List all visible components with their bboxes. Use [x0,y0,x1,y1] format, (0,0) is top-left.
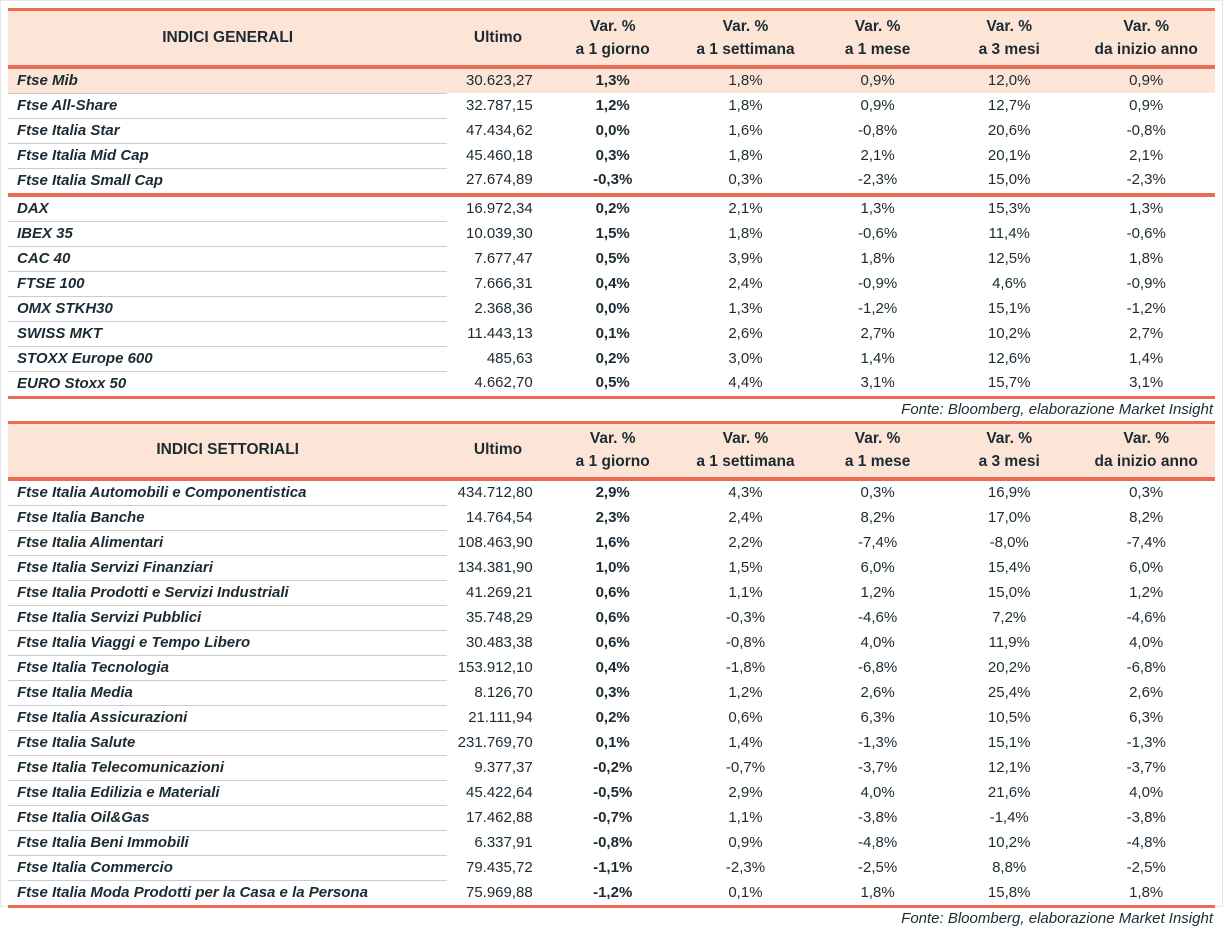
table-row [8,168,1215,193]
table-row [8,756,1215,781]
var-1m-cell: 1,8% [814,881,941,907]
table-row [8,656,1215,681]
var-1m-cell: 2,7% [814,321,941,346]
table-row [8,506,1215,531]
ultimo-value-cell: 6.337,91 [447,831,548,856]
period-label: a 1 settimana [677,450,815,473]
var-3m-cell: 4,6% [941,271,1077,296]
var-label: Var. % [814,427,941,450]
ultimo-value-cell: 108.463,90 [447,531,548,556]
indici-generali-section [8,8,1215,421]
var-1d-cell: 0,2% [549,346,677,371]
european-indices-group [8,197,1215,398]
ultimo-value-cell: 41.269,21 [447,581,548,606]
ultimo-value-cell: 434.712,80 [447,481,548,506]
var-3m-cell: 11,4% [941,221,1077,246]
var-label: Var. % [1077,427,1215,450]
table-row [8,631,1215,656]
table-row [8,69,1215,94]
var-label: Var. % [941,427,1077,450]
ultimo-value-cell: 4.662,70 [447,371,548,397]
index-name-cell: DAX [8,197,447,222]
period-label: a 1 mese [814,450,941,473]
var-1d-cell: -1,1% [549,856,677,881]
var-1m-cell: -4,8% [814,831,941,856]
sector-indices-group [8,481,1215,907]
var-1d-cell: 2,3% [549,506,677,531]
var-3m-cell: 12,0% [941,69,1077,94]
var-ytd-cell: 4,0% [1077,631,1215,656]
var-ytd-cell: -0,9% [1077,271,1215,296]
var-1m-cell: -1,2% [814,296,941,321]
ultimo-value-cell: 17.462,88 [447,806,548,831]
var-1w-cell: 1,8% [677,69,815,94]
var-1w-cell: 0,1% [677,881,815,907]
var-ytd-cell: -3,8% [1077,806,1215,831]
var-1w-cell: 2,9% [677,781,815,806]
var-1w-cell: 1,8% [677,221,815,246]
col-header-var-ytd [1077,10,1215,65]
var-1d-cell: 1,0% [549,556,677,581]
italian-indices-group [8,69,1215,193]
var-3m-cell: -8,0% [941,531,1077,556]
ultimo-value-cell: 134.381,90 [447,556,548,581]
ultimo-value-cell: 27.674,89 [447,168,548,193]
table-row [8,346,1215,371]
var-1d-cell: 0,0% [549,118,677,143]
table-row [8,197,1215,222]
var-ytd-cell: 1,8% [1077,881,1215,907]
var-1w-cell: -0,7% [677,756,815,781]
var-3m-cell: 20,1% [941,143,1077,168]
var-1m-cell: -2,5% [814,856,941,881]
var-3m-cell: 12,6% [941,346,1077,371]
var-label: Var. % [549,427,677,450]
var-1w-cell: 1,1% [677,806,815,831]
var-ytd-cell: 0,9% [1077,69,1215,94]
var-1d-cell: 0,6% [549,581,677,606]
var-1w-cell: -1,8% [677,656,815,681]
index-name-cell: Ftse Italia Prodotti e Servizi Industriali [8,581,447,606]
var-ytd-cell: 1,3% [1077,197,1215,222]
var-3m-cell: 15,0% [941,168,1077,193]
var-ytd-cell: -3,7% [1077,756,1215,781]
var-1d-cell: 0,1% [549,321,677,346]
period-label: da inizio anno [1077,38,1215,61]
var-label: Var. % [677,427,815,450]
index-name-cell: SWISS MKT [8,321,447,346]
var-ytd-cell: 6,3% [1077,706,1215,731]
var-label: Var. % [549,15,677,38]
var-ytd-cell: -0,8% [1077,118,1215,143]
var-ytd-cell: 0,9% [1077,93,1215,118]
table-row [8,681,1215,706]
var-3m-cell: 17,0% [941,506,1077,531]
var-1w-cell: 1,3% [677,296,815,321]
var-1m-cell: -1,3% [814,731,941,756]
table-row [8,556,1215,581]
var-1d-cell: -0,3% [549,168,677,193]
index-name-cell: FTSE 100 [8,271,447,296]
var-ytd-cell: -1,3% [1077,731,1215,756]
header-row [8,422,1215,477]
ultimo-value-cell: 9.377,37 [447,756,548,781]
var-1w-cell: 1,5% [677,556,815,581]
index-name-cell: Ftse Mib [8,69,447,94]
var-1d-cell: 0,5% [549,371,677,397]
var-3m-cell: 10,2% [941,321,1077,346]
var-1m-cell: -3,8% [814,806,941,831]
var-ytd-cell: -2,5% [1077,856,1215,881]
var-1w-cell: 0,3% [677,168,815,193]
var-1m-cell: 4,0% [814,781,941,806]
col-header-ultimo: Ultimo [447,422,548,477]
var-1w-cell: 1,1% [677,581,815,606]
var-3m-cell: 10,2% [941,831,1077,856]
var-1m-cell: 6,0% [814,556,941,581]
var-1m-cell: 0,9% [814,93,941,118]
table-title: INDICI GENERALI [8,10,447,65]
var-ytd-cell: 4,0% [1077,781,1215,806]
col-header-var-1w [677,10,815,65]
var-1d-cell: 1,5% [549,221,677,246]
var-1d-cell: 0,6% [549,606,677,631]
var-ytd-cell: -0,6% [1077,221,1215,246]
index-name-cell: Ftse Italia Servizi Pubblici [8,606,447,631]
var-1d-cell: 0,3% [549,681,677,706]
table-row [8,118,1215,143]
var-1w-cell: 2,4% [677,271,815,296]
var-1m-cell: -0,9% [814,271,941,296]
table-row [8,706,1215,731]
ultimo-value-cell: 32.787,15 [447,93,548,118]
index-name-cell: Ftse Italia Oil&Gas [8,806,447,831]
index-name-cell: Ftse Italia Viaggi e Tempo Libero [8,631,447,656]
var-1d-cell: 0,6% [549,631,677,656]
var-3m-cell: 12,1% [941,756,1077,781]
table-row [8,881,1215,907]
var-1m-cell: -4,6% [814,606,941,631]
period-label: a 1 giorno [549,450,677,473]
var-label: Var. % [941,15,1077,38]
var-1w-cell: -2,3% [677,856,815,881]
ultimo-value-cell: 10.039,30 [447,221,548,246]
var-ytd-cell: -4,6% [1077,606,1215,631]
var-1m-cell: -2,3% [814,168,941,193]
index-name-cell: Ftse Italia Commercio [8,856,447,881]
var-1m-cell: 8,2% [814,506,941,531]
var-1w-cell: 1,4% [677,731,815,756]
var-1w-cell: 3,0% [677,346,815,371]
index-name-cell: OMX STKH30 [8,296,447,321]
var-ytd-cell: 2,1% [1077,143,1215,168]
var-ytd-cell: 1,8% [1077,246,1215,271]
var-1w-cell: 0,6% [677,706,815,731]
index-name-cell: Ftse Italia Banche [8,506,447,531]
ultimo-value-cell: 8.126,70 [447,681,548,706]
var-3m-cell: 16,9% [941,481,1077,506]
index-name-cell: IBEX 35 [8,221,447,246]
var-ytd-cell: 1,4% [1077,346,1215,371]
var-1w-cell: 3,9% [677,246,815,271]
period-label: a 1 settimana [677,38,815,61]
var-1d-cell: 1,2% [549,93,677,118]
table-row [8,806,1215,831]
table-row [8,831,1215,856]
ultimo-value-cell: 11.443,13 [447,321,548,346]
var-ytd-cell: -6,8% [1077,656,1215,681]
var-1d-cell: 0,1% [549,731,677,756]
var-1m-cell: 0,3% [814,481,941,506]
col-header-var-1m [814,10,941,65]
var-3m-cell: 15,7% [941,371,1077,397]
var-1m-cell: 1,3% [814,197,941,222]
ultimo-value-cell: 30.483,38 [447,631,548,656]
ultimo-value-cell: 30.623,27 [447,69,548,94]
var-1m-cell: 2,6% [814,681,941,706]
table-row [8,581,1215,606]
var-1d-cell: -0,2% [549,756,677,781]
var-label: Var. % [677,15,815,38]
var-1w-cell: 2,4% [677,506,815,531]
table-row [8,481,1215,506]
var-ytd-cell: 8,2% [1077,506,1215,531]
var-1m-cell: 1,4% [814,346,941,371]
var-ytd-cell: 6,0% [1077,556,1215,581]
var-1d-cell: -0,8% [549,831,677,856]
ultimo-value-cell: 21.111,94 [447,706,548,731]
index-name-cell: Ftse Italia Alimentari [8,531,447,556]
var-ytd-cell: 2,6% [1077,681,1215,706]
var-1m-cell: 1,8% [814,246,941,271]
index-name-cell: CAC 40 [8,246,447,271]
var-ytd-cell: 0,3% [1077,481,1215,506]
col-header-var-3m [941,422,1077,477]
var-ytd-cell: 1,2% [1077,581,1215,606]
ultimo-value-cell: 45.460,18 [447,143,548,168]
var-ytd-cell: -7,4% [1077,531,1215,556]
table-row [8,606,1215,631]
var-1w-cell: 2,6% [677,321,815,346]
var-3m-cell: 21,6% [941,781,1077,806]
table-row [8,781,1215,806]
var-3m-cell: 15,3% [941,197,1077,222]
var-1m-cell: 6,3% [814,706,941,731]
index-name-cell: Ftse Italia Salute [8,731,447,756]
index-name-cell: Ftse Italia Automobili e Componentistica [8,481,447,506]
index-name-cell: Ftse Italia Small Cap [8,168,447,193]
ultimo-value-cell: 153.912,10 [447,656,548,681]
table-row [8,856,1215,881]
var-3m-cell: 12,7% [941,93,1077,118]
var-label: Var. % [814,15,941,38]
var-1d-cell: 0,2% [549,197,677,222]
ultimo-value-cell: 16.972,34 [447,197,548,222]
table-row [8,371,1215,397]
var-1d-cell: 0,0% [549,296,677,321]
index-name-cell: Ftse Italia Beni Immobili [8,831,447,856]
var-1d-cell: 1,6% [549,531,677,556]
col-header-var-ytd [1077,422,1215,477]
var-ytd-cell: -2,3% [1077,168,1215,193]
index-name-cell: Ftse Italia Telecomunicazioni [8,756,447,781]
var-label: Var. % [1077,15,1215,38]
index-name-cell: Ftse Italia Edilizia e Materiali [8,781,447,806]
var-3m-cell: 15,0% [941,581,1077,606]
var-1w-cell: 2,1% [677,197,815,222]
index-name-cell: Ftse Italia Mid Cap [8,143,447,168]
var-1d-cell: 1,3% [549,69,677,94]
var-1d-cell: 2,9% [549,481,677,506]
var-3m-cell: 10,5% [941,706,1077,731]
var-3m-cell: 15,8% [941,881,1077,907]
var-1m-cell: -7,4% [814,531,941,556]
var-ytd-cell: -1,2% [1077,296,1215,321]
table-row [8,246,1215,271]
ultimo-value-cell: 7.677,47 [447,246,548,271]
var-1d-cell: 0,5% [549,246,677,271]
ultimo-value-cell: 14.764,54 [447,506,548,531]
index-name-cell: EURO Stoxx 50 [8,371,447,397]
var-1m-cell: 0,9% [814,69,941,94]
ultimo-value-cell: 47.434,62 [447,118,548,143]
var-1w-cell: -0,3% [677,606,815,631]
var-3m-cell: 7,2% [941,606,1077,631]
period-label: a 1 mese [814,38,941,61]
var-1m-cell: -3,7% [814,756,941,781]
table-row [8,93,1215,118]
table-row [8,271,1215,296]
table-row [8,731,1215,756]
index-name-cell: Ftse Italia Star [8,118,447,143]
var-1m-cell: 1,2% [814,581,941,606]
ultimo-value-cell: 79.435,72 [447,856,548,881]
var-3m-cell: 15,1% [941,296,1077,321]
var-1w-cell: -0,8% [677,631,815,656]
table-row [8,143,1215,168]
indici-settoriali-table [8,421,1215,909]
var-3m-cell: 15,4% [941,556,1077,581]
var-3m-cell: 20,6% [941,118,1077,143]
col-header-var-1w [677,422,815,477]
var-1w-cell: 1,8% [677,143,815,168]
var-3m-cell: 15,1% [941,731,1077,756]
var-1w-cell: 4,3% [677,481,815,506]
index-name-cell: Ftse Italia Tecnologia [8,656,447,681]
source-note: Fonte: Bloomberg, elaborazione Market Insight [8,908,1215,929]
indici-generali-table [8,8,1215,399]
var-3m-cell: 8,8% [941,856,1077,881]
var-1d-cell: 0,4% [549,271,677,296]
var-1w-cell: 0,9% [677,831,815,856]
var-1m-cell: 4,0% [814,631,941,656]
var-3m-cell: 25,4% [941,681,1077,706]
header-row [8,10,1215,65]
col-header-var-1d [549,10,677,65]
period-label: a 3 mesi [941,38,1077,61]
var-1m-cell: -0,6% [814,221,941,246]
col-header-ultimo: Ultimo [447,10,548,65]
table-title: INDICI SETTORIALI [8,422,447,477]
table-row [8,296,1215,321]
col-header-var-1m [814,422,941,477]
var-ytd-cell: 2,7% [1077,321,1215,346]
ultimo-value-cell: 7.666,31 [447,271,548,296]
var-3m-cell: 11,9% [941,631,1077,656]
var-1d-cell: -0,5% [549,781,677,806]
var-1w-cell: 1,2% [677,681,815,706]
period-label: da inizio anno [1077,450,1215,473]
var-1d-cell: 0,4% [549,656,677,681]
ultimo-value-cell: 35.748,29 [447,606,548,631]
var-1m-cell: 2,1% [814,143,941,168]
index-name-cell: Ftse Italia Moda Prodotti per la Casa e la Persona [8,881,447,907]
period-label: a 1 giorno [549,38,677,61]
table-row [8,221,1215,246]
index-name-cell: Ftse Italia Assicurazioni [8,706,447,731]
var-1w-cell: 1,8% [677,93,815,118]
var-1w-cell: 2,2% [677,531,815,556]
ultimo-value-cell: 75.969,88 [447,881,548,907]
var-3m-cell: -1,4% [941,806,1077,831]
var-3m-cell: 20,2% [941,656,1077,681]
ultimo-value-cell: 45.422,64 [447,781,548,806]
index-name-cell: Ftse Italia Servizi Finanziari [8,556,447,581]
var-1m-cell: -6,8% [814,656,941,681]
index-name-cell: Ftse Italia Media [8,681,447,706]
var-1w-cell: 1,6% [677,118,815,143]
ultimo-value-cell: 485,63 [447,346,548,371]
var-1d-cell: -0,7% [549,806,677,831]
indici-settoriali-section [8,421,1215,929]
table-row [8,321,1215,346]
source-note: Fonte: Bloomberg, elaborazione Market Insight [8,399,1215,421]
var-1m-cell: 3,1% [814,371,941,397]
var-3m-cell: 12,5% [941,246,1077,271]
var-ytd-cell: 3,1% [1077,371,1215,397]
period-label: a 3 mesi [941,450,1077,473]
table-row [8,531,1215,556]
var-1d-cell: 0,2% [549,706,677,731]
col-header-var-3m [941,10,1077,65]
index-name-cell: Ftse All-Share [8,93,447,118]
ultimo-value-cell: 2.368,36 [447,296,548,321]
var-1d-cell: -1,2% [549,881,677,907]
index-name-cell: STOXX Europe 600 [8,346,447,371]
col-header-var-1d [549,422,677,477]
var-ytd-cell: -4,8% [1077,831,1215,856]
ultimo-value-cell: 231.769,70 [447,731,548,756]
var-1m-cell: -0,8% [814,118,941,143]
var-1d-cell: 0,3% [549,143,677,168]
var-1w-cell: 4,4% [677,371,815,397]
